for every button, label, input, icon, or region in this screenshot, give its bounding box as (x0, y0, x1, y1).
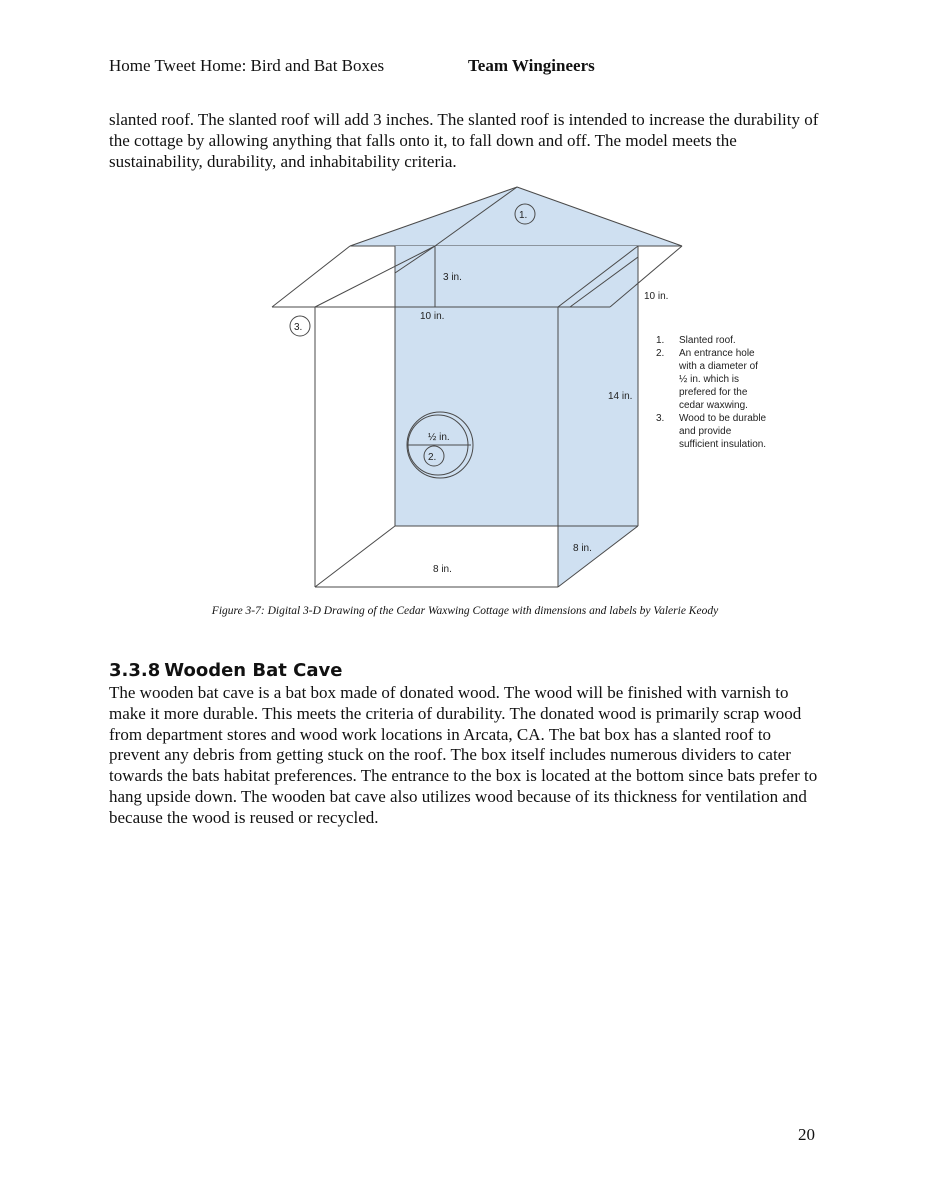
cottage-3d-drawing (260, 183, 780, 593)
figure-legend (656, 335, 767, 450)
bottom-depth-label: 8 in. (573, 543, 592, 554)
legend-text: with a diameter of (679, 361, 758, 372)
top-depth-label: 10 in. (644, 291, 669, 302)
header-title: Home Tweet Home: Bird and Bat Boxes (109, 56, 385, 75)
legend-text: prefered for the (679, 387, 748, 398)
wood-marker-label: 3. (294, 322, 303, 333)
legend-text: ½ in. which is (679, 374, 740, 385)
paragraph-roof-description: slanted roof. The slanted roof will add 3 inches. The slanted roof is intended to increase the durability of the cottage by allowing anything that falls onto it, to fall down and off. The model meets the sustainability, durability, and inhabitability criteria. (109, 110, 819, 171)
legend-text: cedar waxwing. (679, 400, 748, 411)
figure-caption: Figure 3-7: Digital 3-D Drawing of the Cedar Waxwing Cottage with dimensions and labels by Valerie Keody (211, 605, 719, 617)
roof-marker-label: 1. (519, 210, 528, 221)
page-number: 20 (798, 1125, 815, 1144)
section-number: 3.3.8 (109, 660, 161, 681)
legend-number: 1. (656, 335, 665, 346)
hole-diameter-label: ½ in. (428, 432, 450, 443)
roof-panel (350, 187, 682, 246)
hole-marker-label: 2. (428, 452, 437, 463)
top-width-label: 10 in. (420, 311, 445, 322)
legend-text: Wood to be durable (679, 413, 767, 424)
paragraph-bat-cave: The wooden bat cave is a bat box made of donated wood. The wood will be finished with varnish to make it more durable. This meets the criteria of durability. The donated wood is primarily scrap wood from department stores and wood work locations in Arcata, CA. The bat box has a slanted roof to prevent any debris from getting stuck on the roof. The box itself includes numerous dividers to cater towards the bats habitat preferences. The entrance to the box is located at the bottom since bats prefer to hang upside down. The wooden bat cave also utilizes wood because of its thickness for ventilation and because the wood is reused or recycled. (109, 683, 818, 827)
legend-number: 3. (656, 413, 665, 424)
section-title: Wooden Bat Cave (164, 660, 343, 681)
legend-text: Slanted roof. (679, 335, 736, 346)
legend-text: and provide (679, 426, 732, 437)
section-heading (109, 660, 342, 681)
legend-number: 2. (656, 348, 665, 359)
header-team: Team Wingineers (468, 56, 595, 75)
legend-text: sufficient insulation. (679, 439, 767, 450)
height-label: 14 in. (608, 391, 633, 402)
roof-height-label: 3 in. (443, 272, 462, 283)
legend-text: An entrance hole (679, 348, 755, 359)
bottom-width-label: 8 in. (433, 564, 452, 575)
